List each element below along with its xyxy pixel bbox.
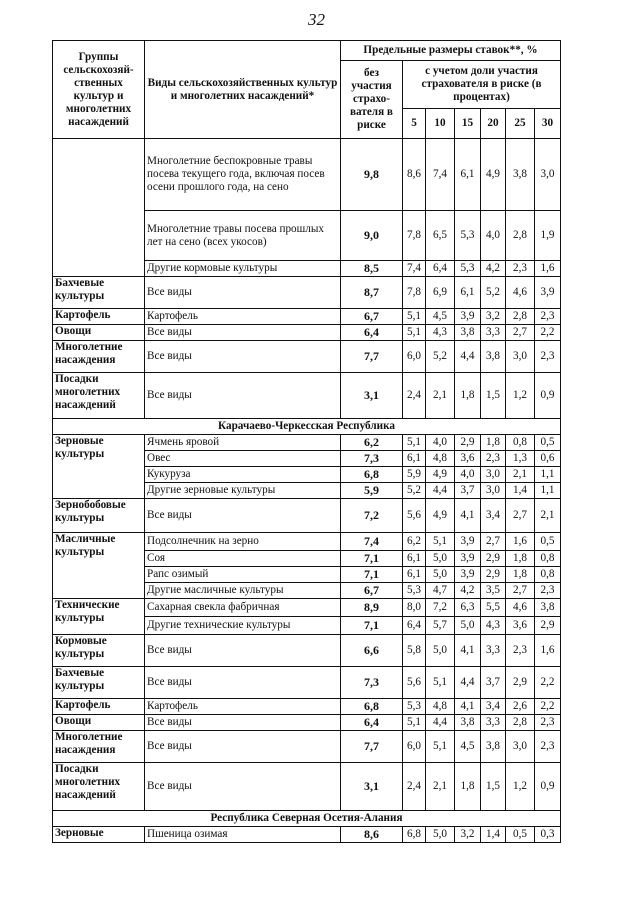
share-rate: 2,1 [506, 467, 535, 483]
share-rate: 8,6 [403, 139, 426, 211]
header-kind: Виды сельскохозяйственных культур и многолетних насаждений* [145, 41, 341, 139]
share-rate: 3,4 [481, 699, 506, 715]
share-rate: 7,8 [403, 211, 426, 261]
crop-kind: Кукуруза [145, 467, 341, 483]
crop-group: Картофель [53, 699, 145, 715]
share-rate: 2,3 [506, 261, 535, 277]
share-rate: 5,3 [403, 583, 426, 599]
base-rate: 7,1 [341, 567, 403, 583]
base-rate: 9,0 [341, 211, 403, 261]
crop-kind: Все виды [145, 715, 341, 731]
share-rate: 5,0 [426, 551, 455, 567]
share-rate: 3,0 [481, 483, 506, 499]
share-rate: 3,9 [455, 551, 481, 567]
region-title: Карачаево-Черкесская Республика [53, 419, 561, 435]
share-rate: 4,2 [455, 583, 481, 599]
table-row [53, 763, 561, 811]
table-row [53, 715, 561, 731]
crop-kind: Все виды [145, 341, 341, 373]
header-limit: Предельные размеры ставок**, % [341, 41, 561, 61]
share-rate: 1,5 [481, 373, 506, 419]
share-rate: 4,5 [426, 309, 455, 325]
share-rate: 3,9 [455, 309, 481, 325]
share-rate: 1,8 [455, 763, 481, 811]
crop-kind: Ячмень яровой [145, 435, 341, 451]
share-rate: 3,8 [481, 731, 506, 763]
share-rate: 3,0 [506, 341, 535, 373]
share-rate: 1,8 [506, 567, 535, 583]
share-rate: 5,1 [426, 533, 455, 551]
share-rate: 3,8 [481, 341, 506, 373]
share-rate: 2,6 [506, 699, 535, 715]
share-rate: 2,9 [481, 567, 506, 583]
table-row [53, 435, 561, 451]
header-share: 25 [506, 109, 535, 139]
base-rate: 8,9 [341, 599, 403, 617]
base-rate: 6,8 [341, 467, 403, 483]
share-rate: 3,8 [455, 325, 481, 341]
share-rate: 5,9 [403, 467, 426, 483]
share-rate: 5,2 [403, 483, 426, 499]
share-rate: 5,6 [403, 667, 426, 699]
share-rate: 2,2 [535, 667, 561, 699]
share-rate: 7,4 [426, 139, 455, 211]
crop-kind: Сахарная свекла фабричная [145, 599, 341, 617]
base-rate: 9,8 [341, 139, 403, 211]
share-rate: 6,0 [403, 341, 426, 373]
crop-group: Масличные культуры [53, 533, 145, 599]
crop-kind: Другие масличные культуры [145, 583, 341, 599]
share-rate: 0,3 [535, 827, 561, 843]
table-row [53, 325, 561, 341]
share-rate: 5,0 [426, 827, 455, 843]
share-rate: 4,3 [481, 617, 506, 635]
crop-kind: Все виды [145, 731, 341, 763]
share-rate: 5,1 [403, 309, 426, 325]
share-rate: 5,5 [481, 599, 506, 617]
share-rate: 0,8 [535, 567, 561, 583]
share-rate: 7,2 [426, 599, 455, 617]
crop-group: Многолетние насаждения [53, 341, 145, 373]
share-rate: 1,6 [506, 533, 535, 551]
region-row [53, 419, 561, 435]
share-rate: 4,4 [455, 341, 481, 373]
base-rate: 7,3 [341, 667, 403, 699]
share-rate: 3,0 [535, 139, 561, 211]
share-rate: 6,0 [403, 731, 426, 763]
share-rate: 6,1 [455, 277, 481, 309]
crop-kind: Другие технические культуры [145, 617, 341, 635]
share-rate: 5,2 [426, 341, 455, 373]
share-rate: 5,3 [455, 261, 481, 277]
crop-group: Кормовые культуры [53, 635, 145, 667]
share-rate: 4,4 [455, 667, 481, 699]
table-row [53, 533, 561, 551]
share-rate: 5,0 [426, 635, 455, 667]
share-rate: 3,2 [481, 309, 506, 325]
share-rate: 2,8 [506, 715, 535, 731]
share-rate: 2,8 [506, 211, 535, 261]
share-rate: 4,4 [426, 715, 455, 731]
table-row [53, 309, 561, 325]
base-rate: 6,8 [341, 699, 403, 715]
share-rate: 6,8 [403, 827, 426, 843]
share-rate: 4,1 [455, 699, 481, 715]
share-rate: 2,7 [506, 499, 535, 533]
share-rate: 0,6 [535, 451, 561, 467]
table-row [53, 827, 561, 843]
table-row [53, 599, 561, 617]
crop-kind: Многолетние травы посева прошлых лет на сено (всех укосов) [145, 211, 341, 261]
share-rate: 2,3 [506, 635, 535, 667]
crop-kind: Картофель [145, 309, 341, 325]
base-rate: 3,1 [341, 763, 403, 811]
share-rate: 5,6 [403, 499, 426, 533]
share-rate: 6,4 [426, 261, 455, 277]
share-rate: 0,9 [535, 373, 561, 419]
share-rate: 6,2 [403, 533, 426, 551]
crop-kind: Картофель [145, 699, 341, 715]
share-rate: 7,8 [403, 277, 426, 309]
crop-kind: Другие зерновые культуры [145, 483, 341, 499]
share-rate: 4,0 [481, 211, 506, 261]
header-share: 15 [455, 109, 481, 139]
share-rate: 3,5 [481, 583, 506, 599]
rates-table [52, 40, 561, 843]
base-rate: 3,1 [341, 373, 403, 419]
base-rate: 6,2 [341, 435, 403, 451]
base-rate: 7,3 [341, 451, 403, 467]
share-rate: 4,0 [455, 467, 481, 483]
share-rate: 3,3 [481, 325, 506, 341]
crop-group: Зерновые [53, 827, 145, 843]
share-rate: 0,9 [535, 763, 561, 811]
share-rate: 2,3 [481, 451, 506, 467]
base-rate: 7,4 [341, 533, 403, 551]
share-rate: 2,2 [535, 325, 561, 341]
share-rate: 6,1 [403, 451, 426, 467]
table-row [53, 277, 561, 309]
header-with: с учетом доли участия страхователя в риске (в процентах) [403, 61, 561, 109]
share-rate: 5,1 [426, 731, 455, 763]
share-rate: 4,8 [426, 699, 455, 715]
share-rate: 5,2 [481, 277, 506, 309]
share-rate: 2,4 [403, 373, 426, 419]
share-rate: 4,9 [426, 499, 455, 533]
table-row [53, 699, 561, 715]
crop-group: Зернобобовые культуры [53, 499, 145, 533]
share-rate: 3,6 [506, 617, 535, 635]
share-rate: 2,9 [455, 435, 481, 451]
table-row [53, 635, 561, 667]
page-number: 32 [308, 10, 325, 29]
share-rate: 5,0 [426, 567, 455, 583]
crop-kind: Овес [145, 451, 341, 467]
share-rate: 3,9 [455, 567, 481, 583]
share-rate: 0,8 [506, 435, 535, 451]
share-rate: 3,3 [481, 635, 506, 667]
base-rate: 7,7 [341, 341, 403, 373]
share-rate: 0,5 [506, 827, 535, 843]
base-rate: 7,2 [341, 499, 403, 533]
crop-kind: Все виды [145, 635, 341, 667]
share-rate: 2,3 [535, 731, 561, 763]
share-rate: 4,6 [506, 599, 535, 617]
crop-group: Технические культуры [53, 599, 145, 635]
crop-kind: Все виды [145, 325, 341, 341]
share-rate: 5,3 [403, 699, 426, 715]
share-rate: 6,9 [426, 277, 455, 309]
base-rate: 8,6 [341, 827, 403, 843]
share-rate: 1,1 [535, 467, 561, 483]
share-rate: 8,0 [403, 599, 426, 617]
crop-kind: Все виды [145, 277, 341, 309]
share-rate: 4,0 [426, 435, 455, 451]
crop-group: Посадки многолетних насаждений [53, 763, 145, 811]
base-rate: 6,7 [341, 309, 403, 325]
share-rate: 1,4 [481, 827, 506, 843]
share-rate: 4,1 [455, 499, 481, 533]
base-rate: 7,7 [341, 731, 403, 763]
crop-kind: Многолетние беспокровные травы посева текущего года, включая посев осени прошлого года, на сено [145, 139, 341, 211]
share-rate: 4,9 [426, 467, 455, 483]
base-rate: 7,1 [341, 617, 403, 635]
share-rate: 2,3 [535, 309, 561, 325]
share-rate: 6,5 [426, 211, 455, 261]
share-rate: 4,2 [481, 261, 506, 277]
crop-group [53, 139, 145, 277]
share-rate: 1,5 [481, 763, 506, 811]
share-rate: 2,1 [535, 499, 561, 533]
region-row [53, 811, 561, 827]
share-rate: 4,5 [455, 731, 481, 763]
share-rate: 3,7 [481, 667, 506, 699]
crop-kind: Все виды [145, 373, 341, 419]
header-share: 20 [481, 109, 506, 139]
base-rate: 6,4 [341, 715, 403, 731]
crop-group: Картофель [53, 309, 145, 325]
share-rate: 3,6 [455, 451, 481, 467]
share-rate: 6,3 [455, 599, 481, 617]
crop-kind: Соя [145, 551, 341, 567]
share-rate: 1,8 [506, 551, 535, 567]
share-rate: 4,1 [455, 635, 481, 667]
share-rate: 2,8 [506, 309, 535, 325]
table-row [53, 373, 561, 419]
header-share: 30 [535, 109, 561, 139]
crop-kind: Все виды [145, 499, 341, 533]
share-rate: 4,6 [506, 277, 535, 309]
share-rate: 6,1 [403, 551, 426, 567]
crop-kind: Все виды [145, 667, 341, 699]
share-rate: 3,7 [455, 483, 481, 499]
header-group: Группы сельскохозяй-ственных культур и многолетних насаждений [53, 41, 145, 139]
share-rate: 2,9 [481, 551, 506, 567]
crop-group: Овощи [53, 325, 145, 341]
header-share: 5 [403, 109, 426, 139]
share-rate: 1,6 [535, 635, 561, 667]
share-rate: 2,7 [506, 325, 535, 341]
share-rate: 5,1 [403, 325, 426, 341]
share-rate: 0,5 [535, 435, 561, 451]
share-rate: 5,1 [403, 715, 426, 731]
share-rate: 2,2 [535, 699, 561, 715]
header-without: без участия страхо-вателя в риске [341, 61, 403, 139]
share-rate: 1,1 [535, 483, 561, 499]
share-rate: 6,1 [455, 139, 481, 211]
share-rate: 5,7 [426, 617, 455, 635]
share-rate: 2,7 [481, 533, 506, 551]
share-rate: 7,4 [403, 261, 426, 277]
share-rate: 1,6 [535, 261, 561, 277]
table-row [53, 499, 561, 533]
share-rate: 4,4 [426, 483, 455, 499]
share-rate: 3,8 [506, 139, 535, 211]
share-rate: 2,9 [535, 617, 561, 635]
base-rate: 7,1 [341, 551, 403, 567]
crop-group: Многолетние насаждения [53, 731, 145, 763]
share-rate: 3,0 [481, 467, 506, 483]
share-rate: 2,1 [426, 373, 455, 419]
region-title: Республика Северная Осетия-Алания [53, 811, 561, 827]
table-row [53, 667, 561, 699]
base-rate: 8,7 [341, 277, 403, 309]
base-rate: 6,4 [341, 325, 403, 341]
share-rate: 4,9 [481, 139, 506, 211]
share-rate: 0,5 [535, 533, 561, 551]
share-rate: 6,1 [403, 567, 426, 583]
share-rate: 0,8 [535, 551, 561, 567]
crop-group: Бахчевые культуры [53, 667, 145, 699]
crop-kind: Рапс озимый [145, 567, 341, 583]
share-rate: 3,4 [481, 499, 506, 533]
share-rate: 3,8 [455, 715, 481, 731]
crop-group: Зерновые культуры [53, 435, 145, 499]
share-rate: 5,1 [426, 667, 455, 699]
share-rate: 4,8 [426, 451, 455, 467]
table-row [53, 139, 561, 211]
share-rate: 1,8 [481, 435, 506, 451]
share-rate: 4,7 [426, 583, 455, 599]
crop-group: Бахчевые культуры [53, 277, 145, 309]
share-rate: 2,1 [426, 763, 455, 811]
share-rate: 3,0 [506, 731, 535, 763]
share-rate: 2,4 [403, 763, 426, 811]
share-rate: 2,9 [506, 667, 535, 699]
crop-kind: Пшеница озимая [145, 827, 341, 843]
share-rate: 3,9 [535, 277, 561, 309]
header-share: 10 [426, 109, 455, 139]
share-rate: 1,3 [506, 451, 535, 467]
share-rate: 5,8 [403, 635, 426, 667]
share-rate: 3,2 [455, 827, 481, 843]
crop-kind: Все виды [145, 763, 341, 811]
crop-group: Посадки многолетних насаждений [53, 373, 145, 419]
share-rate: 1,9 [535, 211, 561, 261]
share-rate: 2,3 [535, 583, 561, 599]
base-rate: 6,6 [341, 635, 403, 667]
share-rate: 4,3 [426, 325, 455, 341]
share-rate: 2,3 [535, 341, 561, 373]
base-rate: 5,9 [341, 483, 403, 499]
share-rate: 3,8 [535, 599, 561, 617]
share-rate: 5,1 [403, 435, 426, 451]
share-rate: 6,4 [403, 617, 426, 635]
crop-kind: Подсолнечник на зерно [145, 533, 341, 551]
share-rate: 1,4 [506, 483, 535, 499]
table-row [53, 341, 561, 373]
share-rate: 3,3 [481, 715, 506, 731]
base-rate: 8,5 [341, 261, 403, 277]
share-rate: 5,0 [455, 617, 481, 635]
base-rate: 6,7 [341, 583, 403, 599]
crop-group: Овощи [53, 715, 145, 731]
share-rate: 1,8 [455, 373, 481, 419]
share-rate: 3,9 [455, 533, 481, 551]
share-rate: 2,3 [535, 715, 561, 731]
table-row [53, 731, 561, 763]
share-rate: 1,2 [506, 763, 535, 811]
share-rate: 5,3 [455, 211, 481, 261]
share-rate: 2,7 [506, 583, 535, 599]
crop-kind: Другие кормовые культуры [145, 261, 341, 277]
share-rate: 1,2 [506, 373, 535, 419]
